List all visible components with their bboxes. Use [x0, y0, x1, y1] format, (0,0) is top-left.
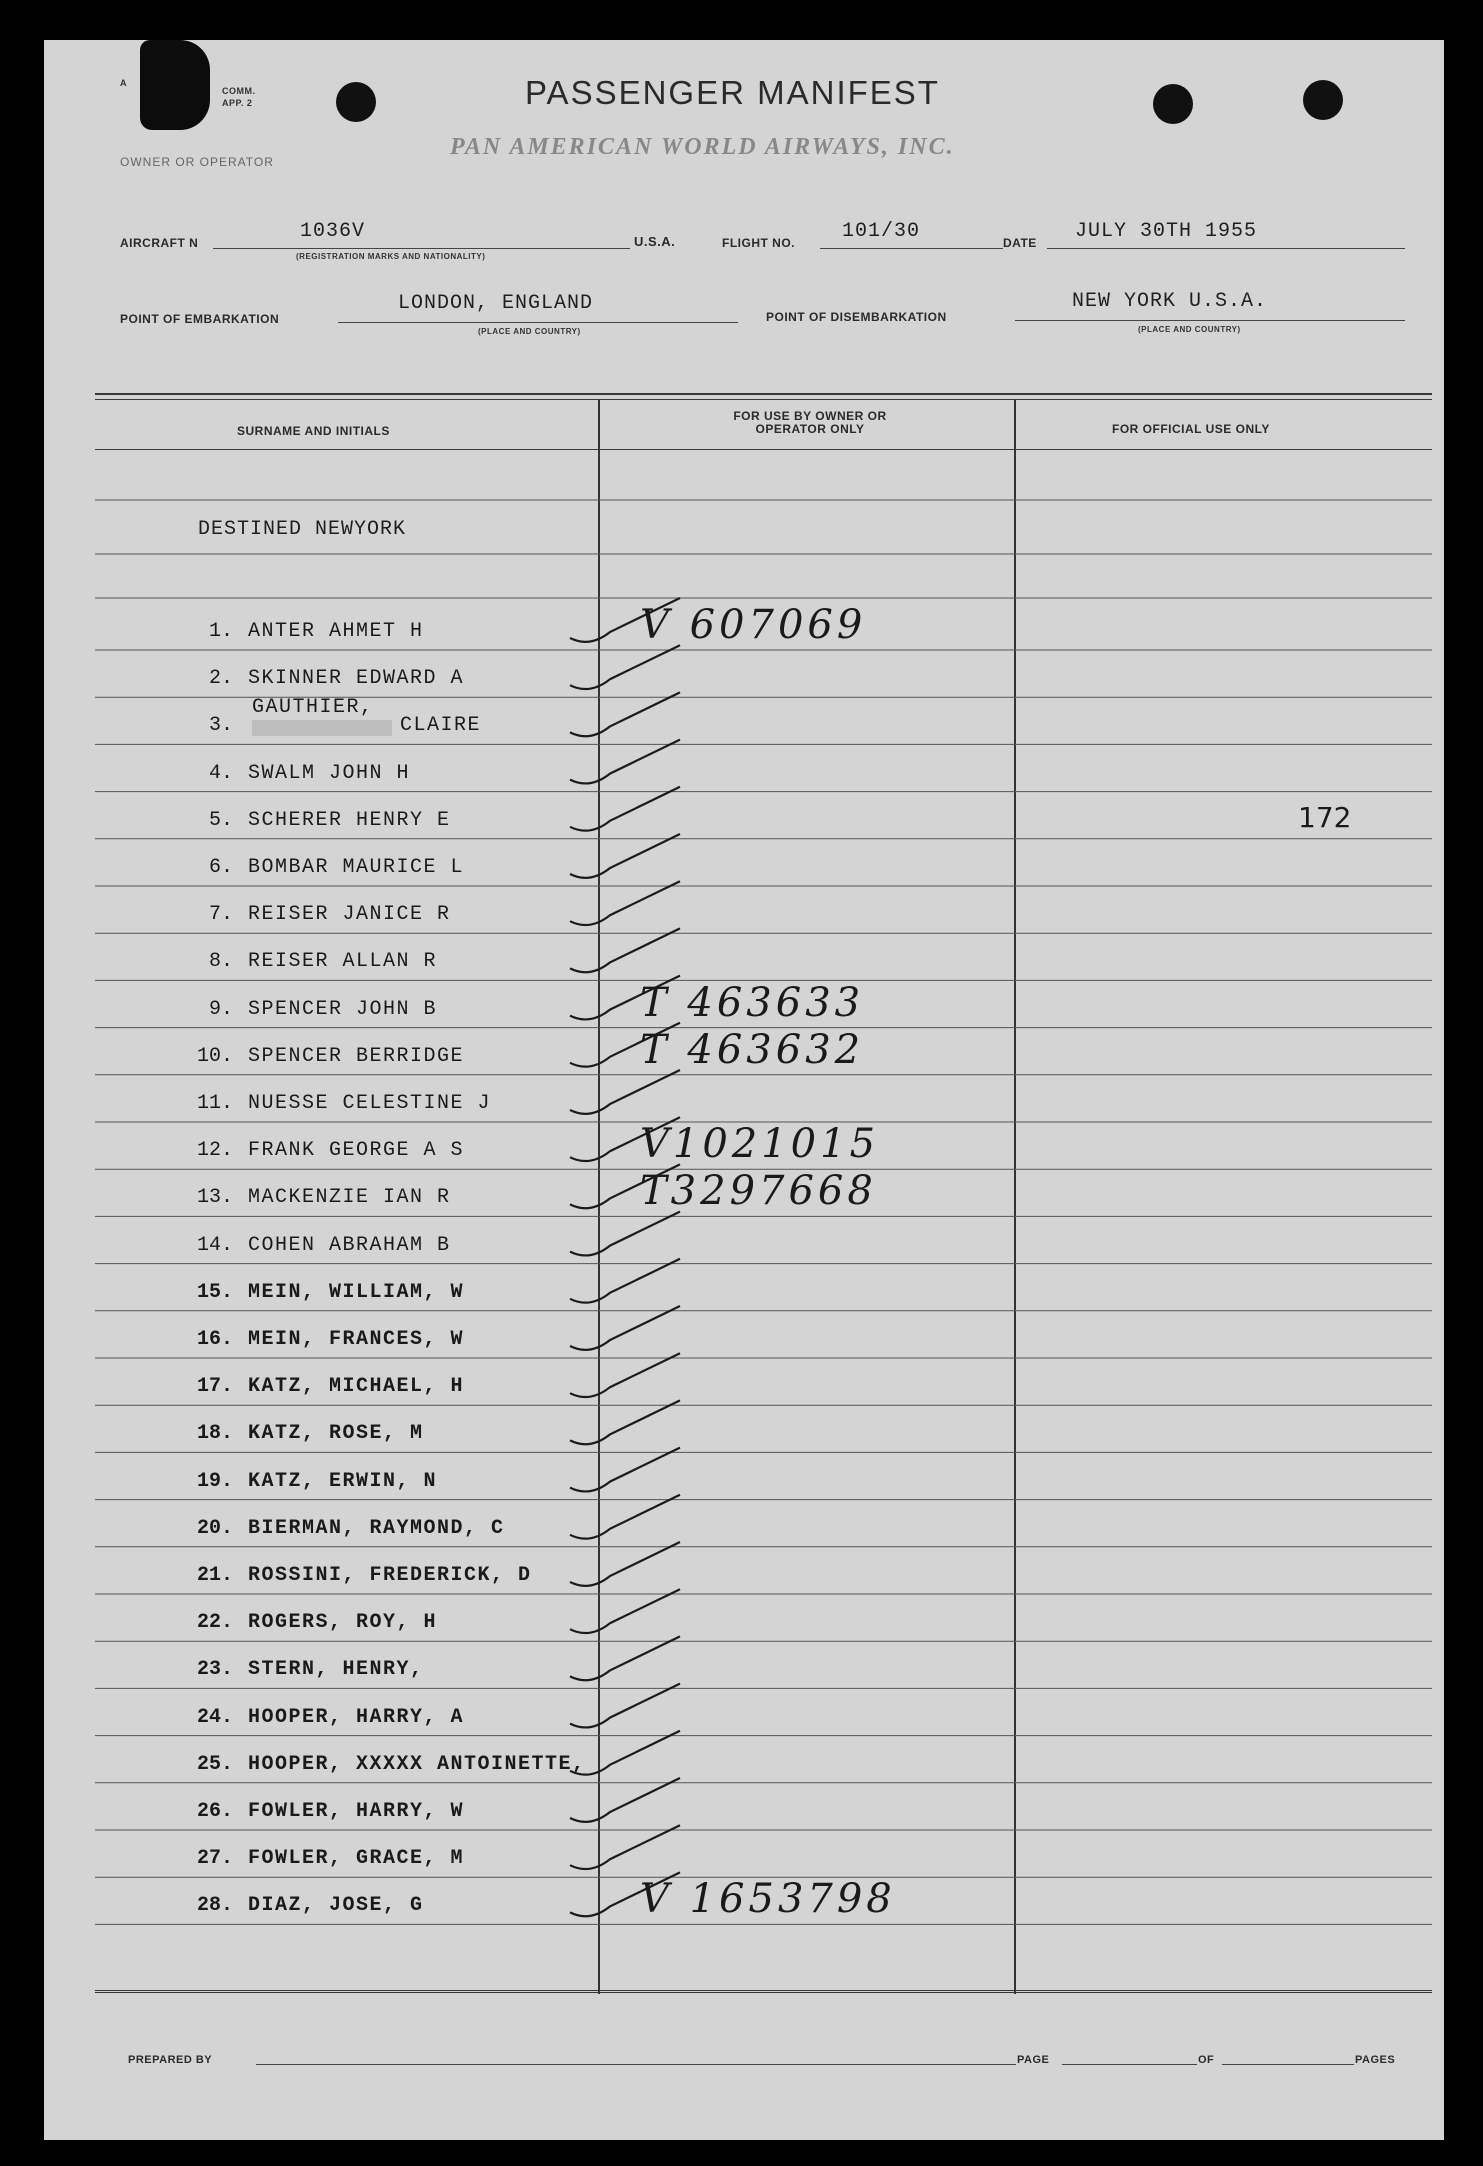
header-surname: SURNAME AND INITIALS: [237, 424, 390, 438]
passenger-number: 6.: [208, 856, 233, 879]
prepared-label: PREPARED BY: [128, 2054, 213, 2066]
company-name: PAN AMERICAN WORLD AIRWAYS, INC.: [450, 134, 955, 160]
passenger-number: 15.: [196, 1280, 233, 1304]
header-official: FOR OFFICIAL USE ONLY: [1112, 422, 1270, 436]
passenger-name: REISER JANICE R: [248, 903, 451, 927]
name-correction: GAUTHIER,: [252, 696, 374, 720]
passenger-name: BIERMAN, RAYMOND, C: [248, 1516, 505, 1540]
passenger-number: 23.: [196, 1658, 233, 1682]
passenger-row: [0, 1026, 1483, 1085]
embark-label: POINT OF EMBARKATION: [120, 312, 280, 326]
passenger-name: SCHERER HENRY E: [248, 808, 451, 832]
passenger-number: 27.: [196, 1847, 233, 1871]
passenger-row: [0, 1234, 1483, 1274]
passenger-name: MEIN, WILLIAM, W: [248, 1280, 465, 1304]
passenger-name: KATZ, MICHAEL, H: [248, 1375, 465, 1399]
passenger-name: DIAZ, JOSE, G: [248, 1894, 424, 1918]
passenger-row: [0, 667, 1483, 707]
passport-number: V 607069: [640, 602, 867, 648]
pages-label: PAGES: [1355, 2054, 1396, 2066]
passenger-number: 2.: [208, 667, 233, 691]
passenger-number: 28.: [196, 1894, 233, 1918]
passenger-row: [0, 1611, 1483, 1651]
aircraft-label: AIRCRAFT N: [120, 236, 199, 250]
passenger-row: [0, 1753, 1483, 1793]
passenger-number: 7.: [208, 903, 233, 927]
of-line: [1222, 2064, 1354, 2065]
passenger-row: [0, 856, 1483, 896]
passenger-number: 1.: [208, 620, 233, 643]
passenger-row: [0, 800, 1483, 849]
passenger-row: [0, 1876, 1483, 1934]
passenger-name: CLAIRE: [400, 714, 482, 738]
passenger-number: 24.: [196, 1705, 233, 1729]
disembark-note: (PLACE AND COUNTRY): [1138, 325, 1241, 334]
passenger-number: 25.: [196, 1752, 233, 1776]
passenger-number: 21.: [196, 1564, 233, 1587]
passenger-name: SWALM JOHN H: [248, 761, 411, 785]
passenger-number: 17.: [196, 1375, 233, 1399]
passenger-row: [0, 1422, 1483, 1462]
passenger-row: [0, 1658, 1483, 1698]
passenger-name: HOOPER, XXXXX ANTOINETTE,: [248, 1752, 586, 1776]
header-owner: FOR USE BY OWNER OR OPERATOR ONLY: [733, 409, 887, 436]
passenger-name: KATZ, ROSE, M: [248, 1422, 424, 1446]
passenger-name: BOMBAR MAURICE L: [248, 856, 465, 879]
form-corner-app: APP. 2: [222, 98, 253, 108]
passenger-row: [0, 903, 1483, 943]
date-label: DATE: [1003, 236, 1037, 250]
disembark-label: POINT OF DISEMBARKATION: [766, 310, 947, 324]
page-label: PAGE: [1017, 2054, 1050, 2066]
passenger-row: [0, 762, 1483, 802]
passenger-number: 26.: [196, 1800, 233, 1823]
passenger-row: [0, 1328, 1483, 1368]
embark-note: (PLACE AND COUNTRY): [478, 327, 581, 336]
of-label: OF: [1198, 2054, 1215, 2066]
destined-line: DESTINED NEWYORK: [198, 518, 407, 541]
prepared-line: [256, 2064, 1016, 2065]
passenger-number: 13.: [196, 1186, 233, 1210]
passenger-number: 4.: [208, 761, 233, 785]
passenger-number: 8.: [208, 950, 233, 974]
passenger-number: 10.: [196, 1044, 233, 1068]
passenger-name: KATZ, ERWIN, N: [248, 1469, 438, 1493]
usa-label: U.S.A.: [634, 234, 676, 249]
passenger-number: 22.: [196, 1611, 233, 1635]
registration-note: (REGISTRATION MARKS AND NATIONALITY): [296, 252, 486, 261]
passenger-name: ANTER AHMET H: [248, 620, 424, 643]
passenger-row: [0, 696, 1483, 754]
passport-number: T3297668: [640, 1168, 877, 1215]
passenger-name: REISER ALLAN R: [248, 950, 438, 974]
page-line: [1062, 2064, 1197, 2065]
form-corner-a: A: [120, 78, 127, 88]
erased-text: [252, 720, 392, 736]
passenger-name: FRANK GEORGE A S: [248, 1139, 465, 1163]
passenger-number: 18.: [196, 1422, 233, 1446]
passenger-name: MEIN, FRANCES, W: [248, 1328, 465, 1351]
passenger-name: ROGERS, ROY, H: [248, 1611, 438, 1635]
passenger-row: [0, 1517, 1483, 1557]
passenger-number: 14.: [196, 1233, 233, 1257]
passenger-name: MACKENZIE IAN R: [248, 1186, 451, 1210]
passport-number: T 463633: [640, 979, 865, 1026]
page-title: PASSENGER MANIFEST: [525, 74, 940, 111]
passenger-row: [0, 1800, 1483, 1840]
passenger-name: STERN, HENRY,: [248, 1658, 424, 1682]
passenger-row: [0, 1564, 1483, 1604]
passenger-number: 20.: [196, 1516, 233, 1540]
table-bottom-rule: [95, 1990, 1432, 1993]
passport-number: T 463632: [640, 1026, 865, 1073]
passenger-number: 9.: [208, 997, 233, 1021]
form-corner-comm: COMM.: [222, 86, 256, 96]
passenger-name: ROSSINI, FREDERICK, D: [248, 1564, 532, 1587]
passenger-number: 12.: [196, 1139, 233, 1163]
passenger-number: 16.: [196, 1328, 233, 1351]
flight-value: 101/30: [842, 220, 921, 243]
passenger-name: FOWLER, GRACE, M: [248, 1847, 465, 1871]
passenger-name: FOWLER, HARRY, W: [248, 1800, 465, 1823]
passenger-name: COHEN ABRAHAM B: [248, 1233, 451, 1257]
passenger-name: SKINNER EDWARD A: [248, 667, 465, 691]
passenger-row: [0, 1281, 1483, 1321]
passport-number: V1021015: [640, 1121, 880, 1168]
disembark-value: NEW YORK U.S.A.: [1072, 290, 1268, 313]
passenger-name: NUESSE CELESTINE J: [248, 1092, 492, 1115]
passenger-name: SPENCER BERRIDGE: [248, 1044, 465, 1068]
passenger-row: [0, 1375, 1483, 1415]
passenger-row: [0, 1470, 1483, 1510]
passenger-name: HOOPER, HARRY, A: [248, 1705, 465, 1729]
passenger-row: [0, 1706, 1483, 1746]
owner-label: OWNER OR OPERATOR: [120, 155, 274, 169]
embark-value: LONDON, ENGLAND: [398, 292, 594, 315]
passenger-number: 19.: [196, 1469, 233, 1493]
passenger-name: SPENCER JOHN B: [248, 997, 438, 1021]
passenger-number: 3.: [208, 714, 233, 738]
aircraft-value: 1036V: [300, 220, 366, 243]
passport-number: V 1653798: [640, 1876, 896, 1923]
flight-label: FLIGHT NO.: [722, 236, 795, 250]
date-value: JULY 30TH 1955: [1075, 220, 1258, 243]
passenger-row: [0, 602, 1483, 660]
official-note: 172: [1298, 800, 1352, 834]
passenger-number: 5.: [208, 808, 233, 832]
passenger-row: [0, 1168, 1483, 1226]
passenger-number: 11.: [196, 1092, 233, 1115]
